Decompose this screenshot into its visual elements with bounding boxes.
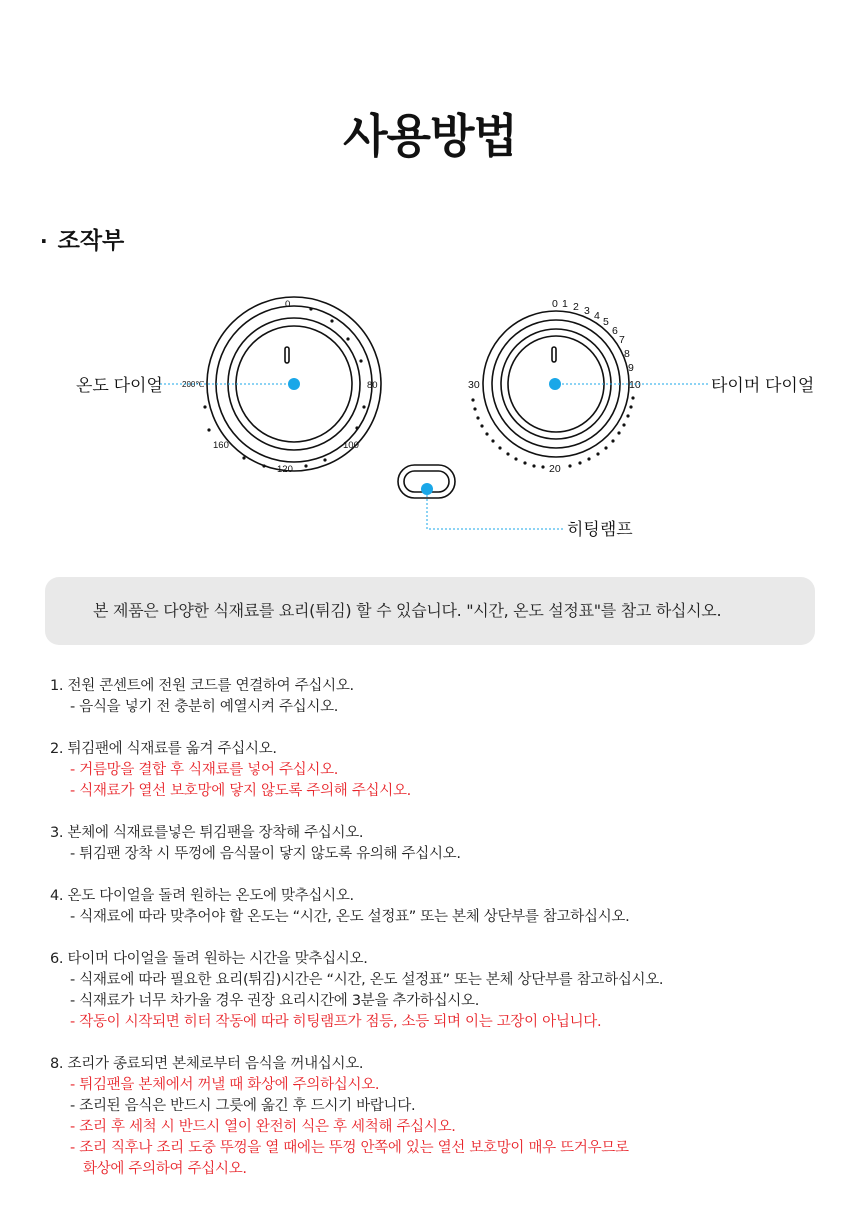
heating-lamp-dot [421,483,433,495]
note-text: - 식재료에 따라 맞추어야 할 온도는 “시간, 온도 설정표” 또는 본체 상단부를 참고하십시오. [70,909,630,925]
temp-mark-0: 0 [285,299,291,310]
section-bullet: · [40,229,48,253]
caution-note [50,781,840,802]
note-text: - 식재료가 너무 차가울 경우 권장 요리시간에 3분을 추가하십시오. [70,993,480,1009]
instruction-step [50,823,840,865]
instruction-step [50,886,840,928]
note-text: - 튀김팬 장착 시 뚜껑에 음식물이 닿지 않도록 유의해 주십시오. [70,846,461,862]
instruction-note [50,844,840,865]
instruction-step-heading: 3. 본체에 식재료를넣은 튀김팬을 장착해 주십시오. [50,825,364,841]
temperature-dial-pointer [285,347,289,363]
instruction-step-heading: 1. 전원 콘센트에 전원 코드를 연결하여 주십시오. [50,678,354,694]
instruction-note [50,907,840,928]
temp-mark-120: 120 [277,464,293,475]
caution-note [50,1138,840,1180]
instruction-step [50,676,840,718]
timer-mark-10: 10 [629,379,641,391]
timer-mark-20: 20 [549,463,561,475]
timer-mark-2: 2 [573,301,579,313]
temperature-dial-callout: 온도 다이얼 [76,376,163,395]
section-label: 조작부 [57,228,125,254]
heating-lamp-callout-line [427,495,565,529]
control-panel-diagram [0,290,860,550]
temp-mark-200: 200℃ [182,380,205,389]
page-title: 사용방법 [343,109,517,163]
instruction-step-heading: 6. 타이머 다이얼을 돌려 원하는 시간을 맞추십시오. [50,951,368,967]
note-text: - 식재료가 열선 보호망에 닿지 않도록 주의해 주십시오. [70,783,411,799]
timer-mark-8: 8 [624,348,630,360]
instruction-list [50,676,840,1201]
note-text: - 작동이 시작되면 히터 작동에 따라 히팅램프가 점등, 소등 되며 이는 고장이 아닙니다. [70,1014,602,1030]
instruction-step [50,1054,840,1180]
timer-mark-4: 4 [594,310,600,322]
heating-lamp-callout: 히팅램프 [567,520,633,539]
timer-mark-30: 30 [468,379,480,391]
instruction-step-heading: 4. 온도 다이얼을 돌려 원하는 온도에 맞추십시오. [50,888,354,904]
caution-note [50,760,840,781]
temp-mark-80: 80 [367,380,378,391]
timer-dial-pointer [552,347,556,362]
instruction-note [50,697,840,718]
caution-note [50,1012,840,1033]
note-text-continuation: 화상에 주의하여 주십시오. [83,1161,247,1177]
instruction-step-heading: 2. 튀김팬에 식재료를 옮겨 주십시오. [50,741,277,757]
temperature-dial-center-dot [288,378,300,390]
temp-mark-100: 100 [343,440,359,451]
instruction-note [50,970,840,991]
instruction-step [50,949,840,1033]
timer-mark-1: 1 [562,298,568,310]
timer-mark-7: 7 [619,334,625,346]
timer-mark-9: 9 [628,362,634,374]
timer-dial-center-dot [549,378,561,390]
timer-mark-5: 5 [603,316,609,328]
section-heading [40,222,124,255]
timer-mark-0: 0 [552,298,558,310]
timer-dial-callout: 타이머 다이얼 [711,376,815,395]
caution-note [50,1075,840,1096]
note-text: - 조리 후 세척 시 반드시 열이 완전히 식은 후 세척해 주십시오. [70,1119,456,1135]
instruction-step [50,739,840,802]
temp-mark-160: 160 [213,440,229,451]
note-text: - 조리 직후나 조리 도중 뚜껑을 열 때에는 뚜껑 안쪽에 있는 열선 보호망이 매우 뜨거우므로 [70,1140,629,1156]
instruction-note [50,991,840,1012]
timer-mark-3: 3 [584,305,590,317]
notice-box: 본 제품은 다양한 식재료를 요리(튀김) 할 수 있습니다. "시간, 온도 설정표"를 참고 하십시오. [45,577,815,645]
note-text: - 튀김팬을 본체에서 꺼낼 때 화상에 주의하십시오. [70,1077,380,1093]
note-text: - 거름망을 결합 후 식재료를 넣어 주십시오. [70,762,339,778]
note-text: - 음식을 넣기 전 충분히 예열시켜 주십시오. [70,699,339,715]
instruction-note [50,1096,840,1117]
note-text: - 식재료에 따라 필요한 요리(튀김)시간은 “시간, 온도 설정표” 또는 본체 상단부를 참고하십시오. [70,972,664,988]
timer-mark-6: 6 [612,325,618,337]
instruction-step-heading: 8. 조리가 종료되면 본체로부터 음식을 꺼내십시오. [50,1056,364,1072]
caution-note [50,1117,840,1138]
note-text: - 조리된 음식은 반드시 그릇에 옮긴 후 드시기 바랍니다. [70,1098,416,1114]
